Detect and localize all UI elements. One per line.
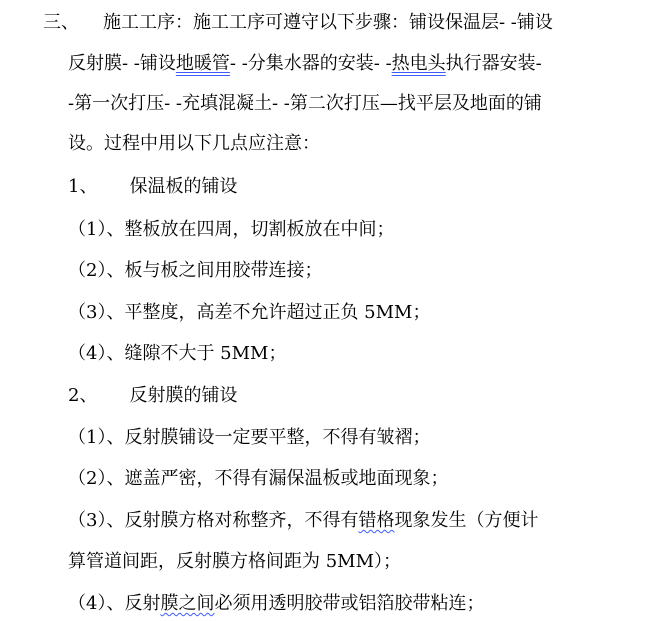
term-floor-heating-pipe: 地暖管 (175, 53, 230, 74)
item-1-point-4: （4）、缝隙不大于 5MM； (68, 343, 287, 364)
item-2-point-4: （4）、反射膜之间必须用透明胶带或铝箔胶带粘连； (68, 593, 485, 614)
term-thermal-head: 热电头 (391, 53, 446, 74)
section-intro-line-3: -第一次打压- -充填混凝土- -第二次打压—找平层及地面的铺 (68, 93, 542, 114)
section-intro-line-1: 施工工序：施工工序可遵守以下步骤：铺设保温层- -铺设 (103, 12, 553, 33)
item-2-point-1: （1）、反射膜铺设一定要平整，不得有皱褶； (68, 427, 431, 448)
item-1-point-3: （3）、平整度，高差不允许超过正负 5MM； (68, 302, 431, 323)
item-1-heading (68, 175, 237, 199)
item-1-point-2: （2）、板与板之间用胶带连接； (68, 260, 323, 281)
section-number: 三、 (43, 12, 79, 33)
item-1-point-1: （1）、整板放在四周，切割板放在中间； (68, 219, 395, 240)
section-header-line (43, 11, 553, 35)
item-2-heading (68, 384, 237, 408)
item-1-title: 保温板的铺设 (129, 176, 238, 197)
term-between-films: 膜之间 (160, 593, 215, 614)
section-intro-line-4: 设。过程中用以下几点应注意： (68, 133, 320, 154)
item-2-point-3: （3）、反射膜方格对称整齐，不得有错格现象发生（方便计 (68, 510, 539, 531)
section-intro-line-2: 反射膜- -铺设地暖管- -分集水器的安装- -热电头执行器安装- (68, 53, 542, 74)
term-misaligned-grid: 错格 (358, 510, 395, 531)
item-2-number: 2、 (68, 385, 98, 406)
item-2-point-3-cont: 算管道间距，反射膜方格间距为 5MM）； (68, 551, 402, 572)
item-2-title: 反射膜的铺设 (129, 385, 238, 406)
item-2-point-2: （2）、遮盖严密，不得有漏保温板或地面现象； (68, 468, 449, 489)
item-1-number: 1、 (68, 176, 98, 197)
